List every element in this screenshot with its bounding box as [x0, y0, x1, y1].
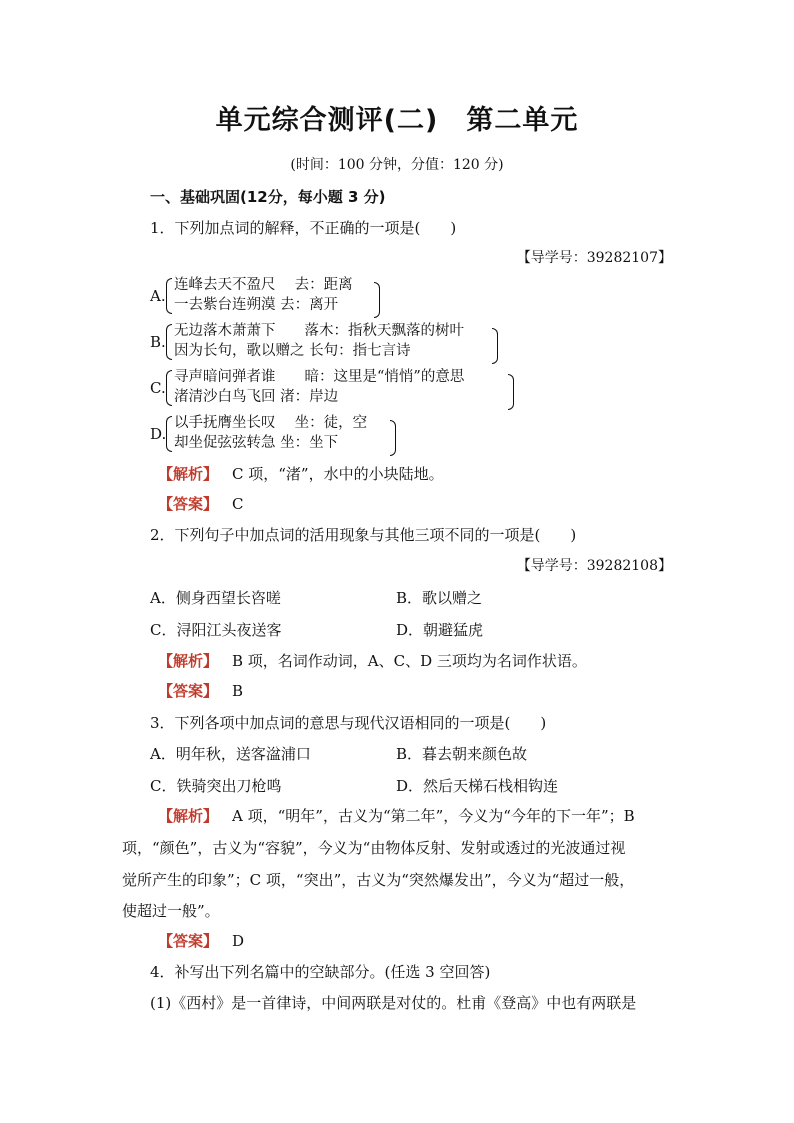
q2-option-a: A．侧身西望长咨嗟 [150, 589, 281, 607]
answer-tag: 【答案】 [158, 682, 219, 700]
q1-option-a-line2: 一去紫台连朔漠 去：离开 [174, 297, 339, 313]
brace-left-icon [166, 370, 172, 406]
q1-ref: 【导学号：39282107】 [516, 250, 672, 266]
brace-right-icon [374, 282, 380, 318]
q1-option-a-line1: 连峰去天不盈尺 去：距离 [174, 277, 353, 293]
q3-option-b: B．暮去朝来颜色故 [396, 745, 528, 763]
q1-analysis-text: C 项，“渚”，水中的小块陆地。 [232, 465, 444, 483]
page-title: 单元综合测评(二) 第二单元 [215, 105, 579, 136]
q2-option-d: D．朝避猛虎 [396, 621, 484, 639]
q3-option-c: C．铁骑突出刀枪鸣 [150, 777, 282, 795]
answer-tag: 【答案】 [158, 932, 219, 950]
q4-stem: 4．补写出下列名篇中的空缺部分。(任选 3 空回答) [150, 963, 491, 981]
q3-analysis-line2: 项，“颜色”，古义为“容貌”，今义为“由物体反射、发射或透过的光波通过视 [122, 839, 626, 857]
brace-right-icon [492, 328, 498, 364]
analysis-tag: 【解析】 [158, 807, 219, 825]
q2-stem: 2．下列句子中加点词的活用现象与其他三项不同的一项是( ) [150, 526, 577, 544]
q1-option-d-letter: D. [150, 425, 167, 443]
q1-stem: 1．下列加点词的解释，不正确的一项是( ) [150, 219, 457, 237]
q3-answer [158, 931, 244, 951]
q3-analysis-text-1: A 项，“明年”，古义为“第二年”，今义为“今年的下一年”；B [232, 807, 635, 825]
q3-stem: 3．下列各项中加点词的意思与现代汉语相同的一项是( ) [150, 714, 547, 732]
q3-option-a: A．明年秋，送客湓浦口 [150, 745, 311, 763]
section-heading: 一、基础巩固(12分，每小题 3 分) [150, 188, 386, 206]
q2-ref: 【导学号：39282108】 [516, 558, 672, 574]
q1-option-b-line2: 因为长句，歌以赠之 长句：指七言诗 [174, 343, 411, 359]
brace-right-icon [508, 374, 514, 410]
q1-option-c-letter: C. [150, 379, 166, 397]
q1-option-d-line2: 却坐促弦弦转急 坐：坐下 [174, 435, 339, 451]
analysis-tag: 【解析】 [158, 465, 219, 483]
q2-answer [158, 681, 243, 701]
q2-answer-text: B [232, 682, 244, 700]
q1-analysis [158, 464, 444, 484]
brace-left-icon [166, 416, 172, 452]
analysis-tag: 【解析】 [158, 652, 219, 670]
page-subtitle: (时间：100 分钟，分值：120 分) [290, 157, 504, 173]
q2-analysis [158, 651, 587, 671]
q1-answer [158, 494, 244, 514]
q3-answer-text: D [232, 932, 245, 950]
q2-option-c: C．浔阳江头夜送客 [150, 621, 282, 639]
brace-right-icon [390, 420, 396, 456]
q1-option-c-line1: 寻声暗问弹者谁 暗：这里是“悄悄”的意思 [174, 369, 465, 385]
q2-analysis-text: B 项，名词作动词，A、C、D 三项均为名词作状语。 [232, 652, 587, 670]
q3-analysis-line3: 觉所产生的印象”；C 项，“突出”，古义为“突然爆发出”，今义为“超过一般， [122, 871, 635, 889]
q3-analysis-line1 [158, 806, 635, 826]
q1-option-c-line2: 渚清沙白鸟飞回 渚：岸边 [174, 389, 339, 405]
brace-left-icon [166, 278, 172, 314]
answer-tag: 【答案】 [158, 495, 219, 513]
q3-analysis-line4: 使超过一般”。 [122, 902, 220, 920]
q3-option-d: D．然后天梯石栈相钩连 [396, 777, 559, 795]
brace-left-icon [166, 324, 172, 360]
q2-option-b: B．歌以赠之 [396, 589, 483, 607]
q1-answer-text: C [232, 495, 244, 513]
q1-option-b-letter: B. [150, 333, 166, 351]
q1-option-b-line1: 无边落木萧萧下 落木：指秋天飘落的树叶 [174, 323, 464, 339]
q4-sub1: (1)《西村》是一首律诗，中间两联是对仗的。杜甫《登高》中也有两联是 [150, 994, 637, 1012]
q1-option-a-letter: A. [150, 287, 166, 305]
q1-option-d-line1: 以手抚膺坐长叹 坐：徒，空 [174, 415, 368, 431]
